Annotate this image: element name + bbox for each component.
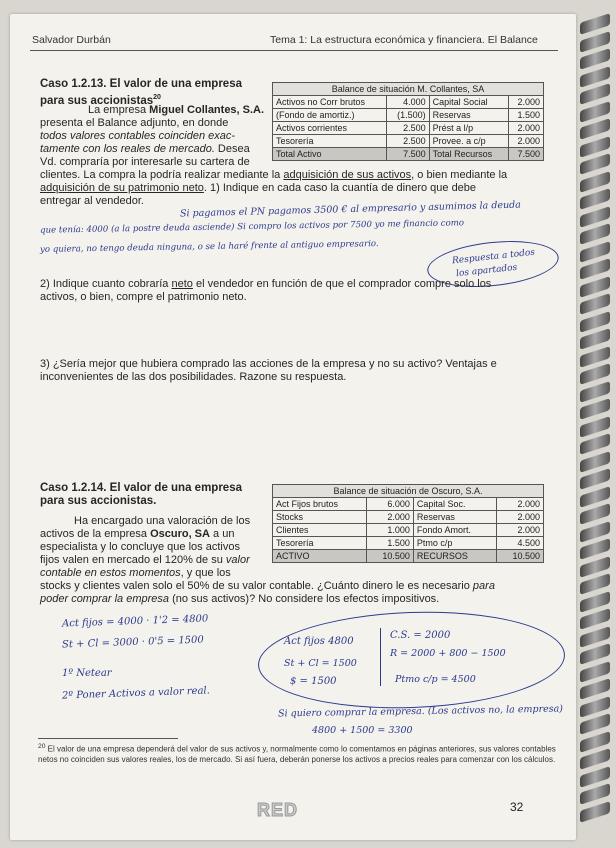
- case1-line2: presenta el Balance adjunto, en donde: [40, 117, 229, 129]
- case2-handwritten-b3: $ = 1500: [290, 676, 337, 687]
- header-divider: [30, 50, 558, 51]
- case1-question2-line1: 2) Indique cuanto cobraría neto el vendedor en función de que el comprador compre solo los: [40, 278, 492, 290]
- case2-line5: contable en estos momentos, y que los: [40, 567, 231, 579]
- table-total-row: Total Activo 7.500 Total Recursos 7.500: [273, 148, 544, 161]
- case1-balance-table: [272, 82, 544, 161]
- footnote-divider: [38, 738, 178, 739]
- case1-handwritten-note-1: Respuesta a todos: [451, 247, 536, 267]
- case1-question3-line1: 3) ¿Sería mejor que hubiera comprado las acciones de la empresa y no su activo? Ventajas e: [40, 358, 497, 370]
- red-logo: RED: [257, 800, 299, 820]
- case2-handwritten-3: 1º Netear: [62, 668, 112, 679]
- case2-line6: stocks y clientes valen solo el 50% de su valor contable. ¿Cuánto dinero le es necesario para: [40, 580, 495, 592]
- case1-title-line2: para sus accionistas$^{20}$: [40, 94, 161, 107]
- table-title: Balance de situación M. Collantes, SA: [273, 83, 544, 96]
- case1-line5: Vd. compraría por interesarle su cartera de: [40, 156, 250, 168]
- table-row: Tesorería 2.500 Provee. a c/p 2.000: [273, 135, 544, 148]
- case1-handwritten-3: yo quiera, no tengo deuda ninguna, o se la haré frente al antiguo empresario.: [39, 239, 379, 255]
- table-row: Clientes 1.000 Fondo Amort. 2.000: [273, 524, 544, 537]
- case2-title-line2: para sus accionistas.: [40, 495, 157, 507]
- case2-handwritten-6: 4800 + 1500 = 3300: [312, 725, 413, 736]
- table-row: Tesorería 1.500 Ptmo c/p 4.500: [273, 537, 544, 550]
- case1-line1: La empresa Miguel Collantes, S.A.: [88, 104, 265, 116]
- case2-line3: especialista y lo concluye que los activos: [40, 541, 240, 553]
- case2-handwritten-divider: [380, 628, 381, 686]
- case1-title-line1: Caso 1.2.13. El valor de una empresa: [40, 78, 242, 90]
- case2-handwritten-b5: R = 2000 + 800 − 1500: [390, 648, 506, 659]
- case1-handwritten-note-2: los apartados: [455, 262, 518, 280]
- case1-handwritten-1: Si pagamos el PN pagamos 3500 € al empresario y asumimos la deuda: [179, 199, 522, 220]
- case1-line3: todos valores contables coinciden exac-: [40, 130, 236, 142]
- case1-line8: entregar al vendedor.: [40, 195, 144, 207]
- table-row: (Fondo de amortiz.) (1.500) Reservas 1.500: [273, 109, 544, 122]
- case1-question3-line2: inconvenientes de las dos posibilidades. Razone su respuesta.: [40, 371, 347, 383]
- page-number: 32: [510, 800, 524, 814]
- case2-handwritten-b2: St + Cl = 1500: [284, 658, 357, 669]
- case2-title-line1: Caso 1.2.14. El valor de una empresa: [40, 482, 242, 494]
- case1-question2-line2: activos, o bien, compre el patrimonio neto.: [40, 291, 247, 303]
- case1-handwritten-2: que tenía: 4000 (a la postre deuda asciende) Si compro los activos por 7500 yo me financio como: [39, 218, 465, 236]
- table-row: Activos corrientes 2.500 Prést a l/p 2.000: [273, 122, 544, 135]
- header-author: Salvador Durbán: [32, 34, 111, 46]
- case2-handwritten-b1: Act fijos 4800: [284, 636, 354, 647]
- case2-line7: poder comprar la empresa (no sus activos)? No considere los efectos impositivos.: [40, 593, 440, 605]
- case2-handwritten-5: Si quiero comprar la empresa. (Los activos no, la empresa): [277, 703, 564, 720]
- case2-line4: fijos valen en mercado el 120% de su valor: [40, 554, 250, 566]
- table-title: Balance de situación de Oscuro, S.A.: [273, 485, 544, 498]
- footnote: $^{20}$ El valor de una empresa dependerá del valor de sus activos y, normalmente como lo comentamos en páginas anteriores, sus valores contables netos no coinciden sus valores reales, los de mercado. Si así fuera, deberán ponerse los activos a precios reales para comenzar con los cálculos.: [38, 743, 556, 764]
- case2-handwritten-4: 2º Poner Activos a valor real.: [61, 685, 211, 702]
- case2-handwritten-2: St + Cl = 3000 · 0'5 = 1500: [61, 634, 204, 651]
- case2-line2: activos de la empresa Oscuro, SA a un: [40, 528, 235, 540]
- case2-balance-table: [272, 484, 544, 563]
- table-row: Stocks 2.000 Reservas 2.000: [273, 511, 544, 524]
- case2-handwritten-b4: C.S. = 2000: [390, 630, 451, 641]
- table-row: Act Fijos brutos 6.000 Capital Soc. 2.000: [273, 498, 544, 511]
- case2-line1: Ha encargado una valoración de los: [74, 515, 251, 527]
- case1-line7: adquisición de su patrimonio neto. 1) Indique en cada caso la cuantía de dinero que debe: [40, 182, 477, 194]
- case2-handwritten-b6: Ptmo c/p = 4500: [395, 674, 476, 685]
- spiral-binding: [580, 18, 610, 838]
- table-total-row: ACTIVO 10.500 RECURSOS 10.500: [273, 550, 544, 563]
- case1-line4: tamente con los reales de mercado. Desea: [40, 143, 250, 155]
- header-topic: Tema 1: La estructura económica y financiera. El Balance: [270, 34, 538, 46]
- case1-line6: clientes. La compra la podría realizar mediante la adquisición de sus activos, o bien mediante la: [40, 169, 508, 181]
- table-row: Activos no Corr brutos 4.000 Capital Social 2.000: [273, 96, 544, 109]
- case2-handwritten-1: Act fijos = 4000 · 1'2 = 4800: [61, 613, 209, 630]
